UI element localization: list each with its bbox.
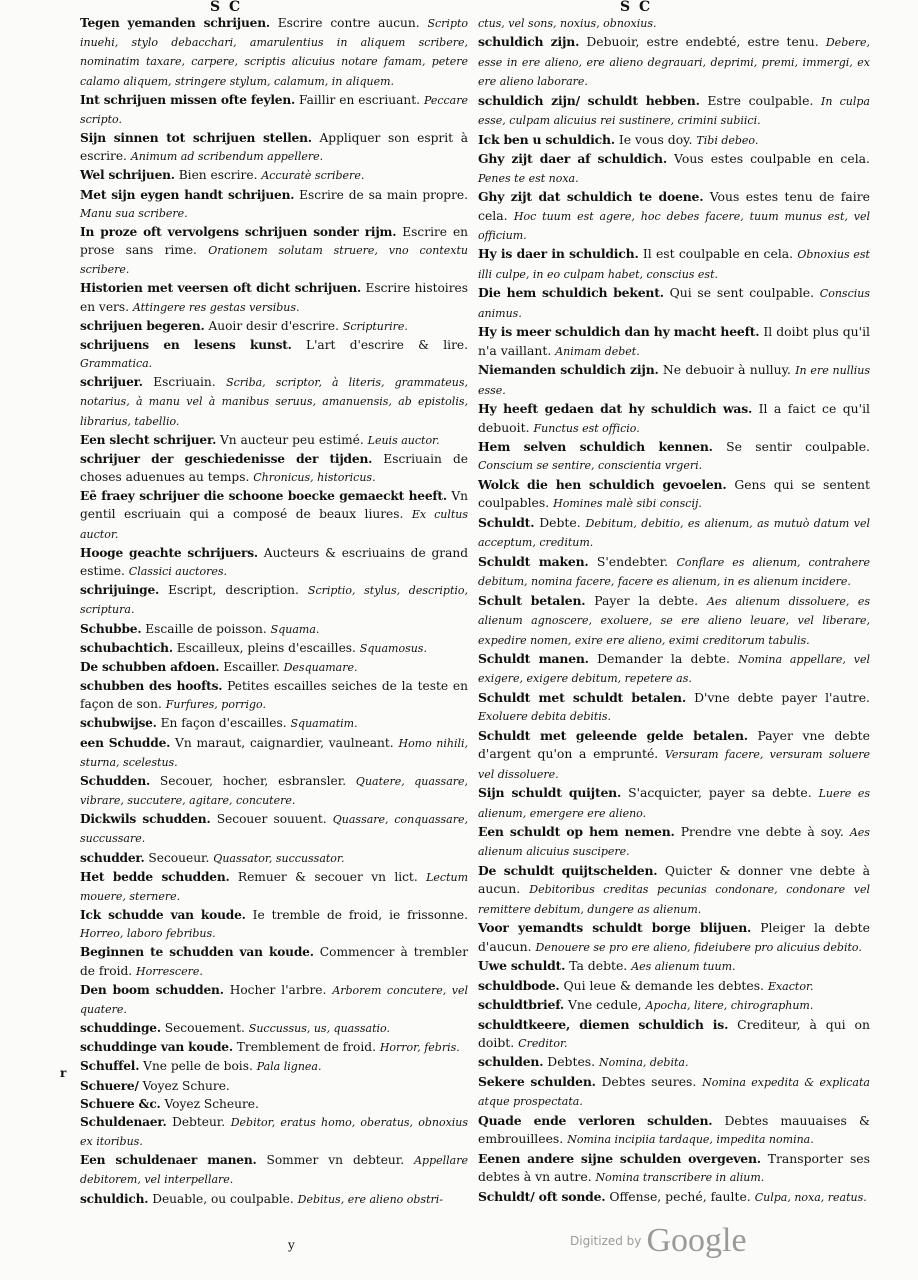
dictionary-entry: [80, 1057, 468, 1076]
entry-french: Transporter ses debtes à vn autre.: [478, 1150, 870, 1185]
entry-french: Vne pelle de bois.: [143, 1059, 253, 1074]
dictionary-entry: [80, 91, 468, 129]
entry-french: S'endebter.: [596, 553, 669, 569]
entry-french: Debteur.: [172, 1114, 226, 1129]
entry-headword: schuddinge.: [80, 1021, 161, 1036]
entry-french: Debtes mauuaises & embrouillees.: [478, 1112, 870, 1147]
entry-latin: Scriba, scriptor, à literis, grammateus, notarius, à manu vel à manibus seruus, amanuensis, ab epistolis, librarius, tabellio.: [80, 376, 469, 428]
dictionary-entry: [80, 658, 468, 677]
dictionary-entry: [80, 714, 468, 733]
entry-latin: Homo nihili, sturna, scelestus.: [80, 736, 468, 769]
entry-latin: Desquamare.: [283, 660, 358, 674]
entry-latin: Functus est officio.: [533, 421, 640, 435]
entry-latin: Conflare es alienum, contrahere debitum, nomina facere, facere es alienum, in es alienum incidere.: [478, 555, 870, 589]
entry-french: Ta debte.: [569, 958, 628, 974]
dictionary-entry: [80, 1151, 468, 1189]
entry-headword: Schuldenaer.: [80, 1114, 167, 1129]
entry-headword: Eē fraey schrijuer die schoone boecke gemaeckt heeft.: [80, 489, 447, 504]
entry-headword: schuldtbrief.: [478, 997, 565, 1013]
entry-french: Vn aucteur peu estimé.: [220, 432, 364, 447]
entry-headword: Een schuldt op hem nemen.: [478, 824, 675, 840]
dictionary-entry: [80, 734, 468, 772]
dictionary-entry: [478, 1073, 870, 1112]
dictionary-entry: [80, 849, 468, 868]
signature-mark: y: [288, 1238, 295, 1252]
entry-headword: Int schrijuen missen ofte feylen.: [80, 92, 296, 107]
dictionary-entry: [80, 981, 468, 1019]
dictionary-entry: [478, 323, 870, 361]
running-head-left: S C: [210, 0, 243, 15]
entry-french: Sommer vn debteur.: [266, 1153, 405, 1168]
entry-latin: Creditor.: [518, 1037, 568, 1051]
entry-french: En façon d'escailles.: [160, 716, 287, 731]
dictionary-entry: [478, 592, 870, 650]
dictionary-entry: [478, 1150, 870, 1188]
entry-latin: Nomina, debita.: [599, 1056, 689, 1070]
dictionary-entry: [80, 1019, 468, 1038]
entry-latin: Luere es alienum, emergere ere alieno.: [478, 787, 870, 820]
entry-headword: Sijn sinnen tot schrijuen stellen.: [80, 131, 312, 146]
entry-french: Tremblement de froid.: [236, 1040, 376, 1055]
entry-french: Appliquer son esprit à escrire.: [80, 131, 469, 164]
entry-headword: Schubbe.: [80, 621, 142, 636]
entry-french: Qui se sent coulpable.: [669, 285, 815, 301]
watermark-brand: Google: [646, 1222, 747, 1259]
entry-headword: In proze oft vervolgens schrijuen sonder rijm.: [80, 224, 397, 239]
entry-headword: Hy is daer in schuldich.: [478, 246, 639, 262]
entry-headword: Uwe schuldt.: [478, 958, 566, 974]
entry-headword: een Schudde.: [80, 735, 171, 750]
entry-french: Vous estes tenu de faire cela.: [478, 189, 870, 223]
entry-french: Vne cedule,: [567, 997, 642, 1013]
dictionary-entry: [478, 553, 870, 592]
entry-headword: Schudden.: [80, 773, 151, 788]
entry-latin: Quassare, conquassare, succussare.: [80, 813, 468, 846]
entry-headword: Eenen andere sijne schulden overgeven.: [478, 1150, 761, 1166]
entry-headword: Hy is meer schuldich dan hy macht heeft.: [478, 324, 760, 340]
entry-headword: schrijuer.: [80, 375, 143, 390]
entry-french: Estre coulpable.: [707, 92, 814, 108]
entry-latin: Peccare scripto.: [80, 93, 469, 126]
entry-latin: Aes alienum dissoluere, es alienum agnoscere, exoluere, se ere alieno leuare, vel liberare, expedire nomen, exire ere alieno, eximi creditorum tabulis.: [478, 594, 870, 647]
dictionary-entry: [478, 727, 870, 784]
entry-french: Debtes.: [547, 1054, 596, 1070]
entry-latin: Succussus, us, quassatio.: [248, 1022, 390, 1036]
entry-latin: In culpa esse, culpam alicuius rei sustinere, crimini subiici.: [478, 94, 870, 128]
dictionary-entry: [80, 279, 468, 316]
dictionary-entry: [478, 131, 870, 150]
entry-headword: schubwijse.: [80, 716, 157, 731]
entry-latin: Versuram facere, versuram soluere vel dissoluere.: [478, 748, 870, 781]
entry-latin: Conscium se sentire, conscientia vrgeri.: [478, 459, 703, 473]
entry-headword: Hooge geachte schrijuers.: [80, 545, 258, 560]
entry-headword: Schult betalen.: [478, 592, 586, 608]
entry-french: Payer la debte.: [594, 592, 699, 608]
entry-french: Escript, description.: [168, 583, 299, 598]
entry-french: Escailler.: [223, 659, 280, 674]
dictionary-entry: [478, 919, 870, 957]
entry-french: Remuer & secouer vn lict.: [237, 869, 418, 884]
entry-latin: Attingere res gestas versibus.: [132, 300, 300, 314]
entry-headword: Een slecht schrijuer.: [80, 432, 217, 447]
entry-french: Escriuain de choses aduenues au temps.: [80, 451, 469, 485]
entry-french: S'acquicter, payer sa debte.: [628, 785, 812, 801]
dictionary-entry: [478, 33, 870, 91]
dictionary-entry: [80, 1113, 468, 1151]
entry-french: Escailleux, pleins d'escailles.: [176, 640, 356, 655]
dictionary-entry: [478, 361, 870, 400]
entry-french: Escriuain.: [153, 375, 216, 390]
entry-headword: Schuldt manen.: [478, 650, 589, 666]
dictionary-entry: [80, 639, 468, 658]
entry-latin: Manu sua scribere.: [80, 206, 188, 220]
dictionary-entry: [478, 1112, 870, 1150]
entry-headword: schuldtkeere, diemen schuldich is.: [478, 1016, 729, 1032]
entry-latin: Squamatim.: [290, 717, 358, 731]
entry-latin: Scriptio, stylus, descriptio, scriptura.: [80, 584, 469, 617]
entry-french: Secouement.: [164, 1021, 245, 1036]
entry-french: Ne debuoir à nulluy.: [662, 362, 791, 378]
entry-latin: Appellare debitorem, vel interpellare.: [80, 1154, 469, 1187]
entry-headword: schrijuer der geschiedenisse der tijden.: [80, 451, 373, 466]
entry-headword: Voor yemandts schuldt borge blijuen.: [478, 920, 752, 936]
entry-headword: Hy heeft gedaen dat hy schuldich was.: [478, 401, 753, 417]
dictionary-entry: [478, 284, 870, 323]
entry-latin: Nomina expedita & explicata atque prospectata.: [478, 1075, 870, 1109]
entry-headword: Den boom schudden.: [80, 982, 224, 997]
entry-latin: Hoc tuum est agere, hoc debes facere, tuum munus est, vel officium.: [478, 209, 870, 242]
entry-french: Demander la debte.: [597, 650, 730, 666]
left-column: [80, 14, 468, 1209]
entry-latin: Animum ad scribendum appellere.: [130, 150, 324, 164]
dictionary-entry: [478, 862, 870, 919]
running-head-right: S C: [620, 0, 653, 15]
entry-french: Vous estes coulpable en cela.: [674, 151, 870, 167]
entry-latin: Denouere se pro ere alieno, fideiubere pro alicuius debito.: [535, 940, 862, 954]
dictionary-entry: [80, 1077, 468, 1095]
dictionary-entry: [478, 245, 870, 284]
entry-latin: Scripturire.: [342, 319, 408, 333]
dictionary-entry: [80, 581, 468, 619]
entry-latin: Nomina transcribere in alium.: [595, 1171, 765, 1185]
dictionary-entry: [478, 514, 870, 553]
entry-headword: Die hem schuldich bekent.: [478, 285, 664, 301]
entry-french: Aucteurs & escriuains de grand estime.: [80, 545, 468, 578]
dictionary-entry: [478, 92, 870, 131]
entry-headword: Sijn schuldt quijten.: [478, 785, 622, 801]
dictionary-entry: [80, 431, 468, 450]
entry-headword: schuldich.: [80, 1191, 149, 1206]
entry-headword: schudder.: [80, 850, 145, 865]
entry-latin: Squamosus.: [359, 641, 427, 655]
entry-headword: Schuldt.: [478, 514, 535, 530]
entry-french: Vn gentil escriuain qui a composé de beaux liures.: [80, 489, 469, 522]
entry-latin: Debitor, eratus homo, oberatus, obnoxius ex itoribus.: [80, 1115, 469, 1149]
entry-headword: Met sijn eygen handt schrijuen.: [80, 187, 295, 202]
dictionary-entry: [80, 223, 468, 280]
entry-latin: Debitum, debitio, es alienum, as mutuò datum vel acceptum, creditum.: [478, 516, 870, 550]
entry-french: Qui leue & demande les debtes.: [563, 977, 764, 993]
entry-french: Se sentir coulpable.: [726, 438, 870, 454]
entry-french: Crediteur, à qui on doibt.: [478, 1016, 870, 1051]
entry-latin: Apocha, litere, chirographum.: [645, 999, 814, 1013]
dictionary-entry: [478, 1188, 870, 1207]
entry-headword: schrijuen begeren.: [80, 318, 205, 333]
entry-french: Quicter & donner vne debte à aucun.: [478, 862, 870, 897]
entry-headword: Een schuldenaer manen.: [80, 1153, 257, 1168]
dictionary-entry: [478, 957, 870, 976]
entry-headword: schrijuens en lesens kunst.: [80, 337, 292, 352]
dictionary-entry: [80, 1038, 468, 1057]
entry-french: Pleiger la debte d'aucun.: [478, 920, 870, 954]
dictionary-entry: [80, 373, 468, 431]
entry-french: Commencer à trembler de froid.: [80, 945, 469, 978]
dictionary-entry: [478, 650, 870, 689]
dictionary-entry: [80, 166, 468, 185]
entry-french: Escaille de poisson.: [145, 621, 267, 636]
right-column: [478, 14, 870, 1207]
entry-headword: schuldich zijn.: [478, 34, 580, 50]
dictionary-entry: [478, 996, 870, 1015]
entry-latin: Exoluere debita debitis.: [478, 710, 612, 724]
dictionary-entry: [478, 438, 870, 476]
entry-headword: Schuldt met geleende gelde betalen.: [478, 727, 748, 743]
entry-headword: De schuldt quijtschelden.: [478, 862, 658, 878]
dictionary-entry: [478, 150, 870, 188]
dictionary-entry: [478, 188, 870, 245]
watermark-prefix: Digitized by: [570, 1234, 642, 1248]
dictionary-entry: [80, 868, 468, 906]
entry-headword: Schuldt met schuldt betalen.: [478, 689, 686, 705]
entry-latin: Quatere, quassare, vibrare, succutere, agitare, concutere.: [80, 774, 469, 808]
dictionary-entry: [478, 1016, 870, 1054]
entry-headword: schuldbode.: [478, 977, 560, 993]
entry-headword: Schuere &c.: [80, 1096, 161, 1111]
entry-headword: Ghy zijt daer af schuldich.: [478, 151, 667, 167]
entry-latin: ctus, vel sons, noxius, obnoxius.: [478, 17, 657, 30]
entry-french: Faillir en escriuant.: [299, 92, 420, 107]
entry-headword: Tegen yemanden schrijuen.: [80, 16, 270, 30]
entry-headword: Ick ben u schuldich.: [478, 131, 615, 147]
entry-latin: Debitus, ere alieno obstri-: [297, 1192, 443, 1206]
entry-latin: Animam debet.: [555, 344, 640, 358]
entry-latin: Lectum mouere, sternere.: [80, 870, 469, 903]
entry-french: Il est coulpable en cela.: [642, 246, 794, 262]
dictionary-entry: [80, 906, 468, 943]
entry-headword: Quade ende verloren schulden.: [478, 1112, 713, 1128]
entry-headword: Ick schudde van koude.: [80, 908, 246, 923]
entry-latin: Quassator, succussator.: [213, 851, 345, 865]
entry-latin: Conscius animus.: [478, 287, 870, 320]
dictionary-entry: [80, 943, 468, 980]
entry-french: Auoir desir d'escrire.: [208, 318, 339, 333]
entry-latin: Classici auctores.: [128, 564, 228, 578]
entry-headword: De schubben afdoen.: [80, 659, 220, 674]
entry-latin: Exactor.: [767, 979, 814, 993]
dictionary-entry: [478, 476, 870, 514]
entry-french: Prendre vne debte à soy.: [680, 824, 844, 840]
entry-latin: Squama.: [270, 622, 320, 636]
entry-latin: Accuratè scribere.: [261, 169, 365, 183]
entry-latin: Obnoxius est illi culpe, in eo culpam habet, conscius est.: [478, 248, 870, 281]
entry-latin: Nomina appellare, vel exigere, exigere debitum, repetere as.: [478, 652, 870, 686]
dictionary-entry: [80, 317, 468, 336]
dictionary-entry: [478, 784, 870, 823]
entry-french: Escrire de sa main propre.: [299, 187, 469, 202]
entry-latin: Aes alienum alicuius suscipere.: [478, 826, 870, 859]
entry-latin: Leuis auctor.: [367, 433, 440, 447]
dictionary-entry: [478, 689, 870, 727]
entry-latin: Nomina incipiia tardaque, impedita nomina.: [567, 1133, 814, 1147]
entry-latin: Chronicus, historicus.: [253, 471, 376, 485]
dictionary-entry: [80, 810, 468, 848]
entry-french: Escrire contre aucun.: [277, 16, 420, 30]
entry-latin: Arborem concutere, vel quatere.: [80, 983, 469, 1016]
entry-french: Debte.: [539, 514, 581, 530]
entry-headword: Schuldt maken.: [478, 553, 589, 569]
entry-latin: Horror, febris.: [379, 1041, 460, 1055]
entry-french: Voyez Scheure.: [164, 1096, 259, 1111]
entry-headword: schuldich zijn/ schuldt hebben.: [478, 92, 700, 108]
entry-headword: Wolck die hen schuldich gevoelen.: [478, 476, 727, 492]
dictionary-entry: [80, 487, 468, 544]
entry-headword: schulden.: [478, 1054, 544, 1070]
entry-french: Bien escrire.: [178, 168, 258, 183]
dictionary-entry: [80, 336, 468, 373]
dictionary-entry: [80, 129, 468, 166]
entry-latin: Debere, esse in ere alieno, ere alieno degrauari, deprimi, premi, immergi, ex ere alieno laborare.: [478, 36, 871, 89]
dictionary-entry: [80, 450, 468, 487]
dictionary-entry: [80, 544, 468, 581]
entry-headword: Het bedde schudden.: [80, 869, 230, 884]
entry-headword: schubachtich.: [80, 640, 173, 655]
entry-latin: Pala lignea.: [256, 1060, 322, 1074]
dictionary-entry: [478, 977, 870, 996]
entry-french: Deuable, ou coulpable.: [152, 1191, 294, 1206]
entry-latin: Debitoribus creditas pecunias condonare, condonare vel remittere debitum, dungere as alienum.: [478, 883, 870, 916]
entry-latin: Grammatica.: [80, 357, 153, 371]
entry-french: Ie vous doy.: [618, 131, 693, 147]
entry-french: Secouer, hocher, esbransler.: [159, 773, 347, 788]
entry-french: Il doibt plus qu'il n'a vaillant.: [478, 324, 870, 358]
entry-headword: Historien met veersen oft dicht schrijuen.: [80, 281, 362, 296]
entry-french: Payer vne debte d'argent qu'on a emprunté.: [478, 727, 870, 762]
entry-french: Voyez Schure.: [142, 1078, 230, 1093]
entry-french: Petites escailles seiches de la teste en façon de son.: [80, 679, 468, 712]
entry-headword: Niemanden schuldich zijn.: [478, 362, 659, 378]
entry-french: Hocher l'arbre.: [229, 982, 327, 997]
dictionary-entry: [478, 14, 870, 33]
entry-headword: Schuffel.: [80, 1059, 140, 1074]
dictionary-entry: [478, 1053, 870, 1072]
dictionary-entry: [80, 1095, 468, 1113]
dictionary-entry: [80, 186, 468, 223]
entry-latin: Furfures, porrigo.: [165, 698, 266, 712]
margin-mark: r: [60, 1066, 67, 1080]
entry-latin: Ex cultus auctor.: [80, 508, 469, 541]
entry-headword: Schuere/: [80, 1078, 139, 1093]
entry-headword: schrijuinge.: [80, 583, 160, 598]
dictionary-entry: [478, 400, 870, 438]
dictionary-entry: [80, 620, 468, 639]
entry-latin: Aes alienum tuum.: [631, 960, 736, 974]
entry-headword: Schuldt/ oft sonde.: [478, 1188, 606, 1204]
entry-french: Secoueur.: [148, 850, 210, 865]
dictionary-entry: [80, 772, 468, 810]
entry-french: Vn maraut, caignardier, vaulneant.: [175, 735, 394, 750]
digitized-watermark: [570, 1222, 747, 1260]
entry-latin: Horreo, laboro febribus.: [80, 927, 216, 941]
entry-french: Escrire en prose sans rime.: [80, 224, 469, 258]
entry-latin: Homines malè sibi conscij.: [553, 497, 702, 511]
entry-headword: Wel schrijuen.: [80, 168, 175, 183]
entry-headword: Beginnen te schudden van koude.: [80, 945, 314, 960]
entry-french: D'vne debte payer l'autre.: [694, 689, 870, 705]
entry-french: Il a faict ce qu'il debuoit.: [478, 401, 870, 435]
entry-latin: Tibi debeo.: [696, 133, 759, 147]
dictionary-entry: [80, 1190, 468, 1209]
entry-french: Gens qui se sentent coulpables.: [478, 476, 870, 511]
entry-french: Ie tremble de froid, ie frissonne.: [252, 908, 469, 923]
entry-french: Debtes seures.: [601, 1073, 697, 1089]
entry-french: Secouer souuent.: [216, 812, 327, 827]
entry-french: Debuoir, estre endebté, estre tenu.: [586, 34, 819, 50]
entry-french: L'art d'escrire & lire.: [305, 337, 468, 352]
entry-latin: Scripto inuehi, stylo debacchari, amarulentius in aliquem scribere, nominatim taxare, carpere, scriptis alicuius notare famam, petere calamo aliquem, stringere stylum, calamum, in aliquem.: [80, 17, 469, 88]
entry-latin: Culpa, noxa, reatus.: [754, 1190, 867, 1204]
dictionary-entry: [80, 14, 468, 91]
entry-headword: Dickwils schudden.: [80, 812, 211, 827]
entry-headword: Sekere schulden.: [478, 1073, 596, 1089]
dictionary-entry: [478, 823, 870, 862]
entry-latin: In ere nullius esse.: [478, 364, 870, 397]
entry-latin: Horrescere.: [136, 964, 203, 978]
entry-latin: Orationem solutam struere, vno contextu scribere.: [80, 244, 469, 277]
entry-headword: schuddinge van koude.: [80, 1040, 233, 1055]
entry-french: Escrire histoires en vers.: [80, 281, 469, 314]
dictionary-entry: [80, 677, 468, 714]
entry-headword: schubben des hoofts.: [80, 679, 223, 694]
entry-headword: Hem selven schuldich kennen.: [478, 438, 713, 454]
entry-french: Offense, peché, faulte.: [609, 1188, 751, 1204]
entry-headword: Ghy zijt dat schuldich te doene.: [478, 189, 704, 205]
entry-latin: Penes te est noxa.: [478, 171, 579, 185]
